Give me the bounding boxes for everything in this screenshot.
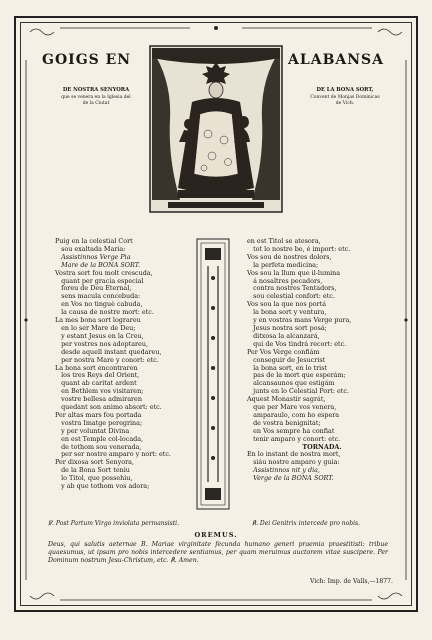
verse-line: tot lo nostre be, é import: etc. — [247, 244, 351, 253]
right-column — [247, 238, 397, 483]
verse-line: de la Bona Sort teniu — [55, 466, 130, 475]
verse-line: los tres Reys del Orient, — [55, 371, 140, 380]
title-right: ALABANSA — [288, 52, 385, 68]
verse-line: La bona sort encontraren — [55, 363, 138, 372]
note-left-1: que se venera en la Iglesia del — [61, 95, 131, 100]
verse-line: desde aquell instant quedareu, — [55, 347, 162, 356]
verse-line: y ab que tothom vos adora; — [55, 482, 150, 491]
verse-line: en Vos sempre ha confiat — [247, 426, 335, 435]
note-left-2: de la Ciutat — [82, 101, 110, 106]
verse-line: Jesus nostra sort posá; — [247, 323, 327, 332]
verse-line: conseguir de Jesucrist — [247, 355, 326, 364]
verse-line: contra nostres Tentadors, — [247, 284, 337, 293]
verse-line: la causa de nostre mort: etc. — [55, 308, 154, 317]
verse-line: y estant Jesus en la Creu, — [55, 331, 144, 340]
verse-line: sens macula concebuda: — [55, 292, 141, 301]
verse-line: per ser nostre amparo y nort: etc. — [55, 450, 171, 459]
verse-line: á nosaltres pecadors, — [247, 276, 323, 285]
printer-imprint: Vich: Imp. de Valls,—1877. — [310, 578, 393, 585]
verse-line: Assistinnos nit y dia, — [247, 466, 320, 475]
verse-line: de vostra benignitat; — [247, 418, 321, 427]
center-divider-ornament — [196, 238, 230, 510]
verse-line: Vos sou de nostres dolors, — [247, 252, 332, 261]
verse-line: En lo instant de nostra mort, — [247, 450, 341, 459]
verse-line: Verge de la BONA SORT. — [247, 474, 334, 483]
verse-line: Per altas mars fou portada — [55, 410, 142, 419]
verse-line: lo Titol, que possehiu, — [55, 474, 133, 483]
left-column — [55, 238, 193, 491]
verse-line: Vos sou la llum que il-lumina — [247, 268, 341, 277]
verse-line: Per Vos Verge confiám — [247, 347, 320, 356]
verse-line: Assistinnos Verge Pia — [55, 252, 131, 261]
subtitle-right: DE LA BONA SORT, — [316, 87, 374, 93]
verse-line: siáu nostre amparo y guia: — [247, 458, 340, 467]
verse-line: alcansaunos que estigám — [247, 379, 335, 388]
verse-line: per vostres nos adoptareu, — [55, 339, 148, 348]
verse-line: la bona sort y ventura, — [247, 308, 327, 317]
verse-line: que per Mare vos venera, — [247, 403, 337, 412]
verse-line: qui de Vos tindrá recort: etc. — [247, 339, 347, 348]
verse-line: sou exaltada Maria: — [55, 244, 126, 253]
verse-line: en lo ser Mare de Deu; — [55, 323, 136, 332]
verse-line: Puig en la celestial Cort — [55, 237, 133, 245]
verse-line: Aquest Monastir sagrát, — [247, 395, 326, 404]
verse-line: per nostra Mare y conort: etc. — [55, 355, 159, 364]
verse-line: en Vos no tinguè cabuda, — [55, 300, 143, 309]
verse-line: Mare de la BONA SORT. — [55, 260, 141, 269]
verse-line: pas de la mort que esperám; — [247, 371, 346, 380]
oremus-heading: OREMUS. — [194, 531, 238, 539]
verse-line: sou celestial confort: etc. — [247, 292, 335, 301]
verse-line: vostre bellesa admiraren — [55, 395, 142, 404]
title-left: GOIGS EN — [42, 52, 132, 68]
verse-line: amparaulo, com ho espera — [247, 410, 340, 419]
verse-line: en est Titol se atesora, — [247, 237, 321, 245]
verse-line: quant per gracia especial — [55, 276, 144, 285]
verse-line: tenir amparo y conort: etc. — [247, 434, 341, 443]
virgin-engraving — [148, 44, 284, 214]
verse-line: foreu de Deu Eternal, — [55, 284, 132, 293]
oremus-prayer: Deus, qui salutis aeternae B. Mariae virginitate fecunda humano generi praemia praestitisti: tribue quaesumus, ut ipsam pro nobis intercedere sentiamus, per quam meruimus auctorem vitae suscipere. Per Dominum nostrum Jesu-Christum, etc. ℟. Amen. — [48, 541, 388, 564]
verse-line: Vos sou la que nos portá — [247, 300, 327, 309]
verse-line: La mes bona sort lograreu — [55, 316, 141, 325]
verse-line: ditxosa la alcanzará, — [247, 331, 320, 340]
verse-line: y per voluntat Divina — [55, 426, 130, 435]
verse-line: de tothom sou venerada, — [55, 442, 142, 451]
verse-line: la perfeta medicina; — [247, 260, 319, 269]
verse-line: TORNADA. — [302, 442, 342, 451]
verse-line: en est Temple col-locada, — [55, 434, 144, 443]
verse-line: junts en lo Celestial Port: etc. — [247, 387, 349, 396]
verse-line: Vostra sort fou molt crescuda, — [55, 268, 153, 277]
note-right-1: Convent de Monjas Dominicas — [310, 95, 380, 100]
note-right-2: de Vich. — [335, 101, 355, 106]
verse-line: quedant son animo absort: etc. — [55, 403, 162, 412]
verse-line: y en vostras mans Verge pura, — [247, 316, 352, 325]
verse-line: en Bethlem vos visitaren; — [55, 387, 144, 396]
subtitle-left: DE NOSTRA SENYORA — [62, 87, 130, 93]
verse-line: quant ab caritat ardent — [55, 379, 137, 388]
verse-line: la bona sort, en lo trist — [247, 363, 328, 372]
verse-line: Per dixosa sort Senyora, — [55, 458, 134, 467]
response: ℟. Dei Genitrix intercede pro nobis. — [252, 520, 360, 527]
verse-line: vostra Imatge peregrina; — [55, 418, 143, 427]
versicle: ℣. Post Partum Virgo inviolata permansisti. — [48, 520, 179, 527]
